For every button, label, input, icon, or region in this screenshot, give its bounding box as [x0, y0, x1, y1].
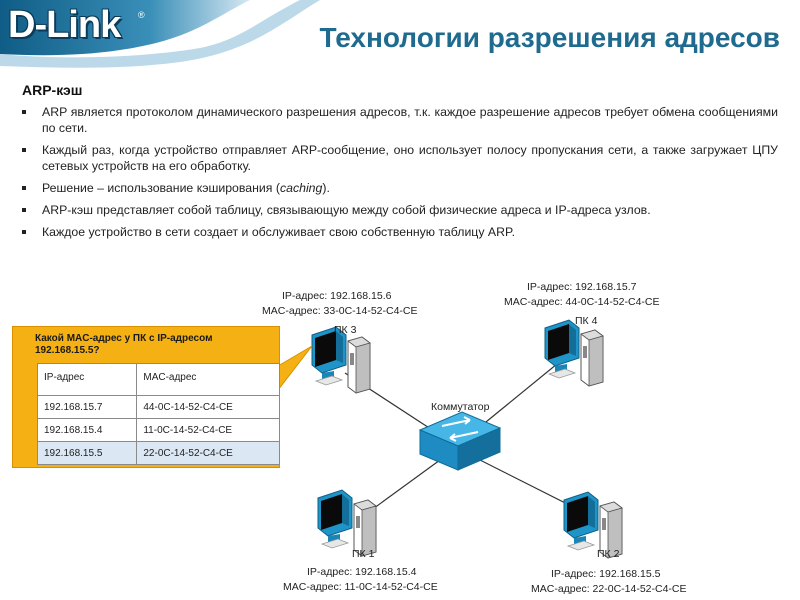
table-row: [38, 396, 280, 419]
section-title: ARP-кэш: [22, 82, 83, 98]
registered-mark: ®: [138, 10, 145, 20]
pc2-name: ПК 2: [597, 548, 620, 560]
column-header-ip: IP-адрес: [38, 364, 137, 396]
callout-question: Какой MAC-адрес у ПК с IP-адресом 192.168.15.5?: [35, 333, 213, 356]
table-row: [38, 419, 280, 442]
column-header-mac: MAC-адрес: [137, 364, 280, 396]
cell-ip: 192.168.15.4: [38, 419, 137, 442]
arp-table: [37, 363, 280, 465]
table-row-highlighted: [38, 442, 280, 465]
bullet-item: Каждое устройство в сети создает и обслуживает свою собственную таблицу ARP.: [20, 224, 778, 240]
cell-ip: 192.168.15.7: [38, 396, 137, 419]
pc2-mac: MAC-адрес: 22-0C-14-52-C4-CE: [531, 583, 687, 595]
arp-callout: [12, 326, 280, 468]
bullet-item: [20, 180, 778, 196]
bullet-emphasis: caching: [279, 181, 323, 195]
callout-pointer: [278, 346, 312, 390]
pc3-ip: IP-адрес: 192.168.15.6: [282, 290, 392, 302]
bullet-list: [20, 104, 778, 246]
pc1-ip: IP-адрес: 192.168.15.4: [307, 566, 417, 578]
pc4-mac: MAC-адрес: 44-0C-14-52-C4-CE: [504, 296, 660, 308]
cell-mac: 11-0C-14-52-C4-CE: [137, 419, 280, 442]
bullet-text: ).: [322, 181, 330, 195]
table-header-row: [38, 364, 280, 396]
pc3-mac: MAC-адрес: 33-0C-14-52-C4-CE: [262, 305, 418, 317]
bullet-item: ARP-кэш представляет собой таблицу, связывающую между собой физические адреса и IP-адреса узлов.: [20, 202, 778, 218]
pc1-icon: [318, 490, 376, 556]
cell-mac: 22-0C-14-52-C4-CE: [137, 442, 280, 465]
dlink-logo: D-Link: [8, 4, 121, 46]
bullet-item: Каждый раз, когда устройство отправляет ARP-сообщение, оно использует полосу пропускания сети, а также загружает ЦПУ сетевых устройств на его обработку.: [20, 142, 778, 174]
pc1-name: ПК 1: [352, 548, 375, 560]
pc4-ip: IP-адрес: 192.168.15.7: [527, 281, 637, 293]
pc2-ip: IP-адрес: 192.168.15.5: [551, 568, 661, 580]
cell-ip: 192.168.15.5: [38, 442, 137, 465]
pc4-name: ПК 4: [575, 315, 598, 327]
pc4-icon: [545, 320, 603, 386]
pc3-icon: [312, 327, 370, 393]
pc1-mac: MAC-адрес: 11-0C-14-52-C4-CE: [283, 581, 438, 593]
bullet-text: Решение – использование кэширования (: [42, 181, 280, 195]
cell-mac: 44-0C-14-52-C4-CE: [137, 396, 280, 419]
page-title: Технологии разрешения адресов: [319, 22, 780, 53]
header: [0, 0, 800, 72]
bullet-item: ARP является протоколом динамического разрешения адресов, т.к. каждое разрешение адресов требует обмена сообщениями по сети.: [20, 104, 778, 136]
switch-label: Коммутатор: [431, 401, 490, 413]
pc3-name: ПК 3: [334, 324, 357, 336]
